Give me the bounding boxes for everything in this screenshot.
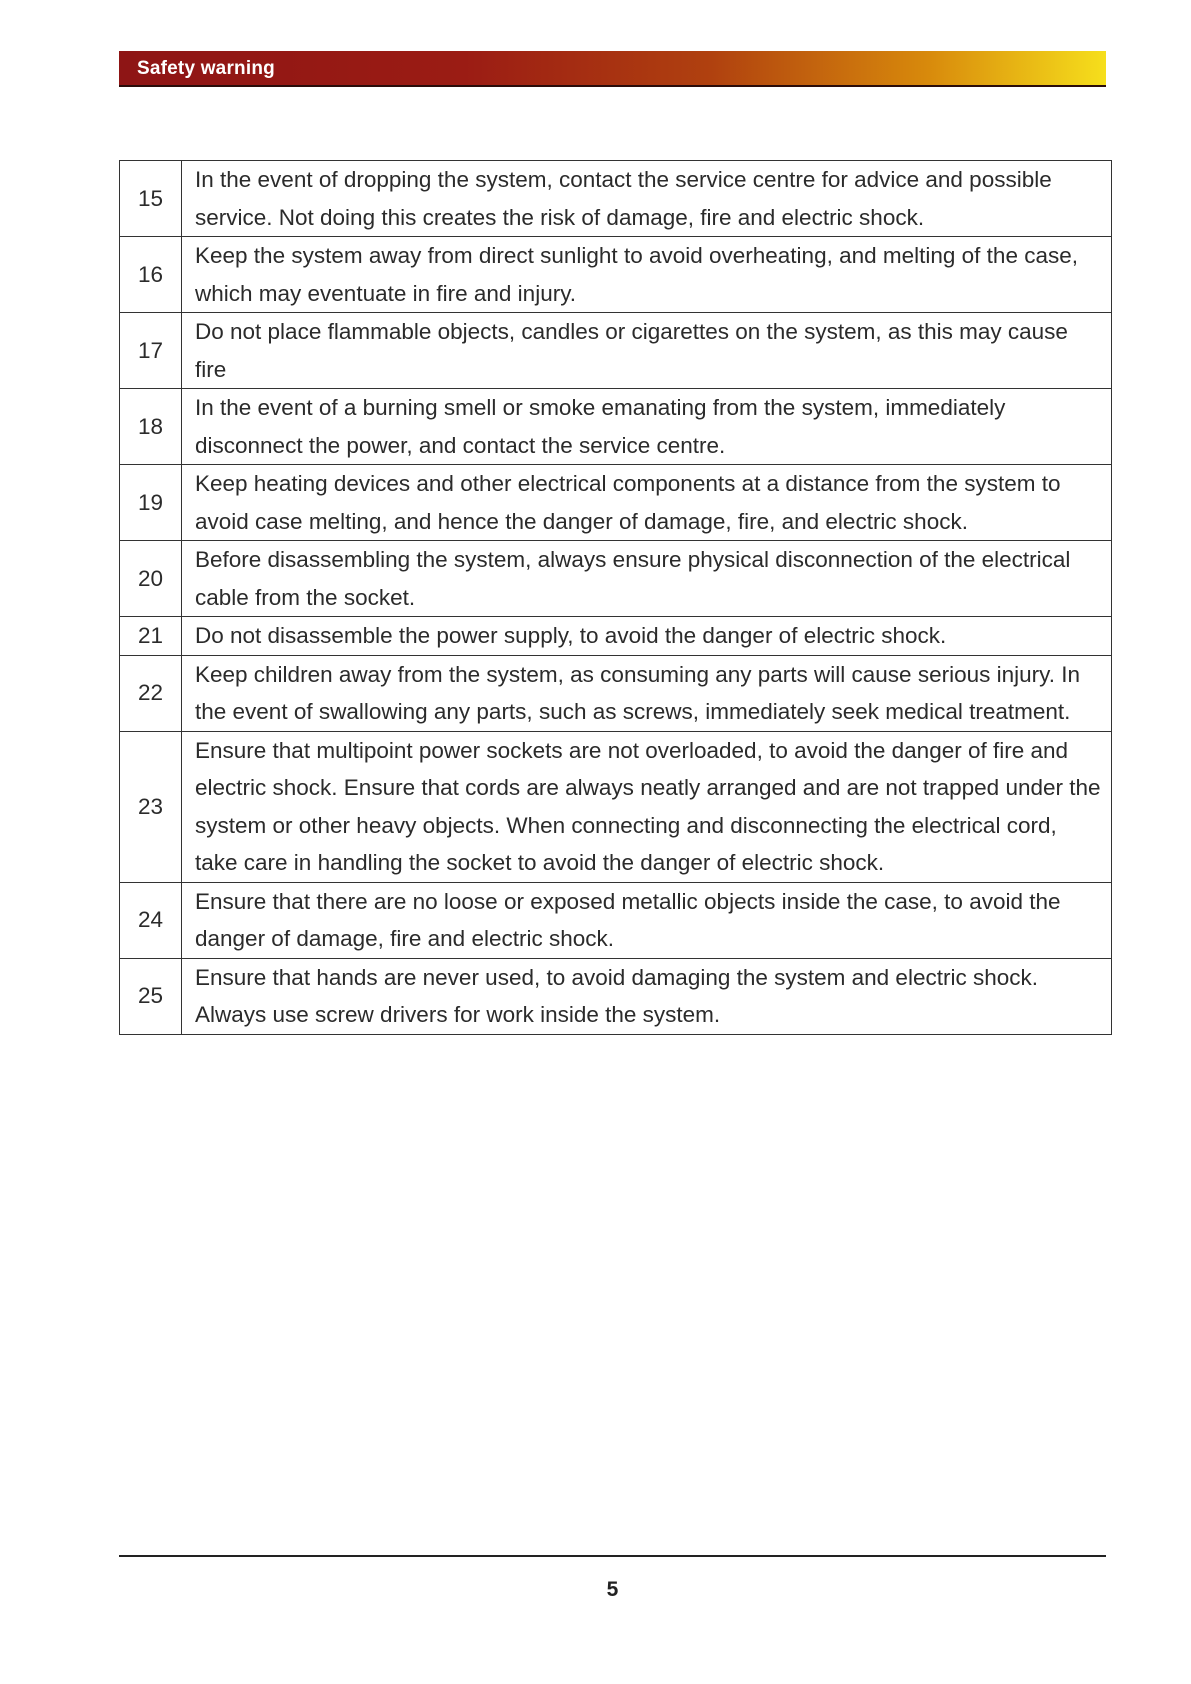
warning-text: Keep children away from the system, as consuming any parts will cause serious injury. In the event of swallowing any parts, such as screws, immediately seek medical treatment. bbox=[182, 655, 1112, 731]
warning-number: 23 bbox=[120, 731, 182, 882]
warning-number: 18 bbox=[120, 389, 182, 465]
table-row bbox=[120, 161, 1112, 237]
table-row bbox=[120, 617, 1112, 656]
table-row bbox=[120, 958, 1112, 1034]
table-row bbox=[120, 882, 1112, 958]
warning-text: Before disassembling the system, always ensure physical disconnection of the electrical cable from the socket. bbox=[182, 541, 1112, 617]
footer-divider bbox=[119, 1555, 1106, 1557]
table-row bbox=[120, 541, 1112, 617]
warning-text: Ensure that hands are never used, to avoid damaging the system and electric shock. Always use screw drivers for work inside the system. bbox=[182, 958, 1112, 1034]
warning-number: 25 bbox=[120, 958, 182, 1034]
warning-text: In the event of a burning smell or smoke emanating from the system, immediately disconnect the power, and contact the service centre. bbox=[182, 389, 1112, 465]
table-row bbox=[120, 389, 1112, 465]
warning-text: Ensure that multipoint power sockets are not overloaded, to avoid the danger of fire and electric shock. Ensure that cords are always neatly arranged and are not trapped under the system or other heavy objects. When connecting and disconnecting the electrical cord, take care in handling the socket to avoid the danger of electric shock. bbox=[182, 731, 1112, 882]
table-row bbox=[120, 465, 1112, 541]
warning-number: 19 bbox=[120, 465, 182, 541]
table-row bbox=[120, 731, 1112, 882]
warning-text: In the event of dropping the system, contact the service centre for advice and possible service. Not doing this creates the risk of damage, fire and electric shock. bbox=[182, 161, 1112, 237]
warning-number: 17 bbox=[120, 313, 182, 389]
section-title: Safety warning bbox=[137, 58, 275, 79]
section-header-bar bbox=[119, 51, 1106, 87]
warning-text: Do not disassemble the power supply, to avoid the danger of electric shock. bbox=[182, 617, 1112, 656]
page-number: 5 bbox=[606, 1578, 619, 1601]
warning-text: Keep heating devices and other electrical components at a distance from the system to avoid case melting, and hence the danger of damage, fire, and electric shock. bbox=[182, 465, 1112, 541]
warning-text: Ensure that there are no loose or exposed metallic objects inside the case, to avoid the danger of damage, fire and electric shock. bbox=[182, 882, 1112, 958]
warning-text: Keep the system away from direct sunlight to avoid overheating, and melting of the case, which may eventuate in fire and injury. bbox=[182, 237, 1112, 313]
warning-number: 16 bbox=[120, 237, 182, 313]
warning-number: 20 bbox=[120, 541, 182, 617]
warning-text: Do not place flammable objects, candles or cigarettes on the system, as this may cause fire bbox=[182, 313, 1112, 389]
safety-warnings-table bbox=[119, 160, 1112, 1035]
table-row bbox=[120, 313, 1112, 389]
warning-number: 21 bbox=[120, 617, 182, 656]
warning-number: 24 bbox=[120, 882, 182, 958]
warning-number: 22 bbox=[120, 655, 182, 731]
warning-number: 15 bbox=[120, 161, 182, 237]
table-row bbox=[120, 237, 1112, 313]
table-row bbox=[120, 655, 1112, 731]
